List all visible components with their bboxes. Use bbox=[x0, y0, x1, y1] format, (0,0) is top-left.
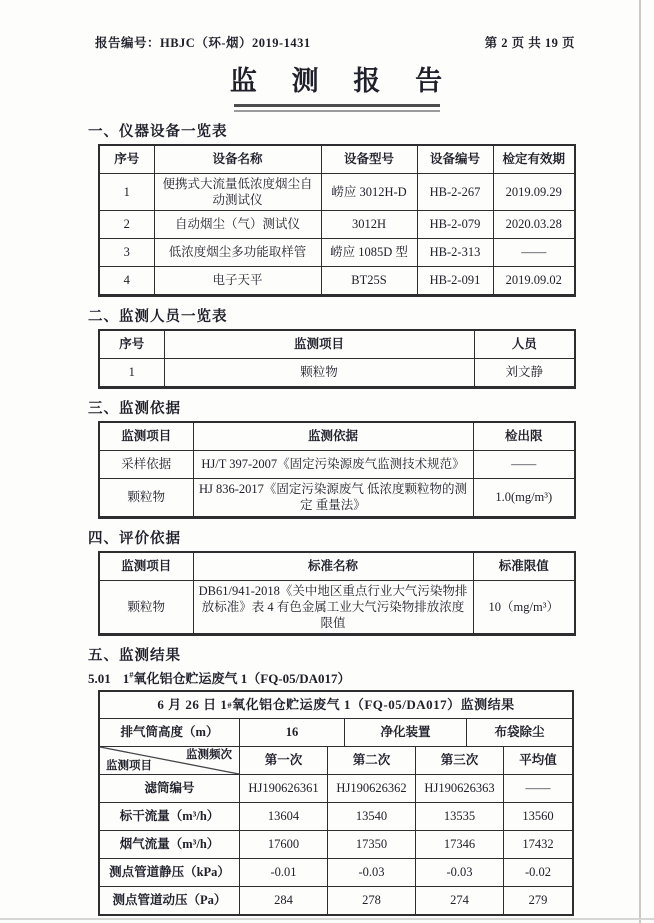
section1-heading: 一、仪器设备一览表 bbox=[88, 123, 228, 140]
stack-info-row bbox=[100, 719, 572, 747]
section3-heading: 三、监测依据 bbox=[88, 401, 181, 417]
monitoring-basis-table bbox=[98, 421, 576, 519]
cell: —— bbox=[493, 239, 575, 267]
scan-edge-bottom bbox=[0, 918, 654, 920]
table-row bbox=[100, 831, 572, 859]
title-text-rest: 氧化铝仓贮运废气 1（FQ-05/DA017）监测结果 bbox=[232, 697, 515, 713]
table-row bbox=[99, 359, 575, 388]
section5-heading: 五、监测结果 bbox=[88, 648, 181, 665]
cell: 17600 bbox=[240, 831, 328, 858]
cell: HJ 836-2017《固定污染源废气 低浓度颗粒物的测定 重量法》 bbox=[193, 479, 473, 518]
table-row bbox=[100, 803, 572, 831]
cell: -0.01 bbox=[240, 859, 328, 886]
col-header: 标准名称 bbox=[193, 552, 473, 581]
cell: 17432 bbox=[522, 836, 554, 851]
col-header: 序号 bbox=[99, 145, 154, 174]
superscript-hash: # bbox=[227, 699, 233, 710]
stack-height-label: 排气筒高度（m） bbox=[100, 719, 240, 746]
col-header: 监测依据 bbox=[193, 422, 473, 451]
report-title: 监 测 报 告 bbox=[229, 66, 457, 96]
cell: 采样依据 bbox=[99, 451, 193, 479]
cell: HB-2-079 bbox=[417, 211, 493, 239]
cell: BT25S bbox=[321, 267, 417, 296]
row-label: 测点管道静压（kPa） bbox=[100, 859, 240, 886]
title-text: 6 月 26 日 1 bbox=[157, 697, 228, 713]
stack-height-value: 16 bbox=[240, 719, 345, 746]
subheading-number: 5.01 bbox=[88, 671, 111, 687]
col-header: 第二次 bbox=[328, 747, 416, 774]
diag-label-item: 监测项目 bbox=[106, 759, 152, 772]
cell: 13540 bbox=[328, 803, 416, 830]
cell: —— bbox=[525, 780, 551, 795]
cell: HJ190626363 bbox=[416, 775, 504, 802]
subheading-text-rest: 氧化铝仓贮运废气 1（FQ-05/DA017） bbox=[133, 671, 351, 687]
cell: 颗粒物 bbox=[99, 580, 193, 635]
cell: 2019.09.29 bbox=[493, 173, 575, 211]
col-header: 平均值 bbox=[519, 752, 557, 767]
col-header: 监测项目 bbox=[99, 422, 193, 451]
cell: 电子天平 bbox=[154, 267, 321, 296]
table-row bbox=[100, 859, 572, 887]
table-header-row bbox=[99, 145, 575, 174]
col-header: 第一次 bbox=[240, 747, 328, 774]
cell: -0.02 bbox=[524, 864, 552, 879]
table-header-row bbox=[99, 422, 575, 451]
cell: 13604 bbox=[240, 803, 328, 830]
table-header-row bbox=[99, 330, 575, 359]
row-label: 标干流量（m³/h） bbox=[100, 803, 240, 830]
row-label: 滤筒编号 bbox=[100, 775, 240, 802]
cell: 颗粒物 bbox=[164, 359, 474, 388]
cell: 自动烟尘（气）测试仪 bbox=[154, 211, 321, 239]
col-header: 第三次 bbox=[416, 747, 504, 774]
cell: -0.03 bbox=[328, 859, 416, 886]
col-header: 标准限值 bbox=[473, 552, 575, 581]
col-header: 监测项目 bbox=[164, 330, 474, 359]
cell: 颗粒物 bbox=[99, 479, 193, 518]
cell: 279 bbox=[528, 892, 548, 907]
cell: 3 bbox=[99, 239, 154, 267]
cell: 崂应 1085D 型 bbox=[321, 239, 417, 267]
diag-label-frequency: 监测频次 bbox=[186, 749, 232, 762]
section2-heading: 二、监测人员一览表 bbox=[88, 309, 228, 325]
title-underline bbox=[234, 104, 440, 112]
cell: -0.03 bbox=[416, 859, 504, 886]
col-header: 序号 bbox=[99, 330, 164, 359]
cell: HB-2-313 bbox=[417, 239, 493, 267]
purifier-value: 布袋除尘 bbox=[494, 724, 545, 739]
cell: 274 bbox=[416, 887, 504, 914]
cell: 2019.09.02 bbox=[493, 267, 575, 296]
table-row bbox=[99, 580, 575, 635]
col-header: 设备型号 bbox=[321, 145, 417, 174]
cell: 崂应 3012H-D bbox=[321, 173, 417, 211]
table-row bbox=[99, 479, 575, 518]
table-row bbox=[100, 887, 572, 914]
col-header: 监测项目 bbox=[99, 552, 193, 581]
document-header bbox=[95, 33, 575, 51]
cell: 278 bbox=[328, 887, 416, 914]
cell: 2020.03.28 bbox=[493, 211, 575, 239]
table-row bbox=[100, 775, 572, 803]
col-header: 检定有效期 bbox=[493, 145, 575, 174]
cell: 10（mg/m³） bbox=[473, 580, 575, 635]
table-row bbox=[99, 239, 575, 267]
cell: HJ190626361 bbox=[240, 775, 328, 802]
table-row bbox=[99, 173, 575, 211]
row-label: 烟气流量（m³/h） bbox=[100, 831, 240, 858]
cell: HB-2-267 bbox=[417, 173, 493, 211]
table-row bbox=[99, 267, 575, 296]
section4-heading: 四、评价依据 bbox=[88, 530, 181, 547]
personnel-table bbox=[98, 329, 576, 389]
cell: HB-2-091 bbox=[417, 267, 493, 296]
cell: 17346 bbox=[416, 831, 504, 858]
row-label: 测点管道动压（Pa） bbox=[100, 887, 240, 914]
cell: HJ190626362 bbox=[328, 775, 416, 802]
cell: HJ/T 397-2007《固定污染源废气监测技术规范》 bbox=[193, 451, 473, 479]
cell: 13535 bbox=[416, 803, 504, 830]
col-header: 设备名称 bbox=[154, 145, 321, 174]
cell: DB61/941-2018《关中地区重点行业大气污染物排放标准》表 4 有色金属工业大气污染物排放浓度限值 bbox=[193, 580, 473, 635]
table-row bbox=[99, 211, 575, 239]
scan-edge-right bbox=[639, 0, 641, 923]
cell: 1.0(mg/m³) bbox=[473, 479, 575, 518]
subheading-text: 1 bbox=[122, 671, 130, 687]
cell: 17350 bbox=[328, 831, 416, 858]
evaluation-basis-table bbox=[98, 551, 576, 637]
col-header: 人员 bbox=[474, 330, 575, 359]
cell: 便携式大流量低浓度烟尘自动测试仪 bbox=[154, 173, 321, 211]
table-header-row bbox=[99, 552, 575, 581]
table-row bbox=[99, 451, 575, 479]
cell: 刘文静 bbox=[474, 359, 575, 388]
cell: 284 bbox=[240, 887, 328, 914]
cell: 1 bbox=[99, 173, 154, 211]
cell: 2 bbox=[99, 211, 154, 239]
cell: 13560 bbox=[522, 808, 554, 823]
result-title-row bbox=[100, 692, 572, 719]
superscript-hash: # bbox=[129, 669, 134, 680]
col-header: 检出限 bbox=[473, 422, 575, 451]
frequency-header-row bbox=[100, 747, 572, 775]
page-indicator: 第 2 页 共 19 页 bbox=[484, 36, 575, 50]
equipment-table bbox=[98, 144, 576, 298]
purifier-label: 净化装置 bbox=[345, 719, 467, 746]
result-table bbox=[98, 690, 574, 916]
cell: —— bbox=[473, 451, 575, 479]
cell: 低浓度烟尘多功能取样管 bbox=[154, 239, 321, 267]
result-subheading bbox=[88, 668, 576, 687]
cell: 4 bbox=[99, 267, 154, 296]
cell: 3012H bbox=[321, 211, 417, 239]
col-header: 设备编号 bbox=[417, 145, 493, 174]
diagonal-header-cell bbox=[100, 747, 240, 774]
result-table-title bbox=[100, 692, 572, 718]
report-number: 报告编号：HBJC（环-烟）2019-1431 bbox=[95, 36, 311, 50]
cell: 1 bbox=[99, 359, 164, 388]
